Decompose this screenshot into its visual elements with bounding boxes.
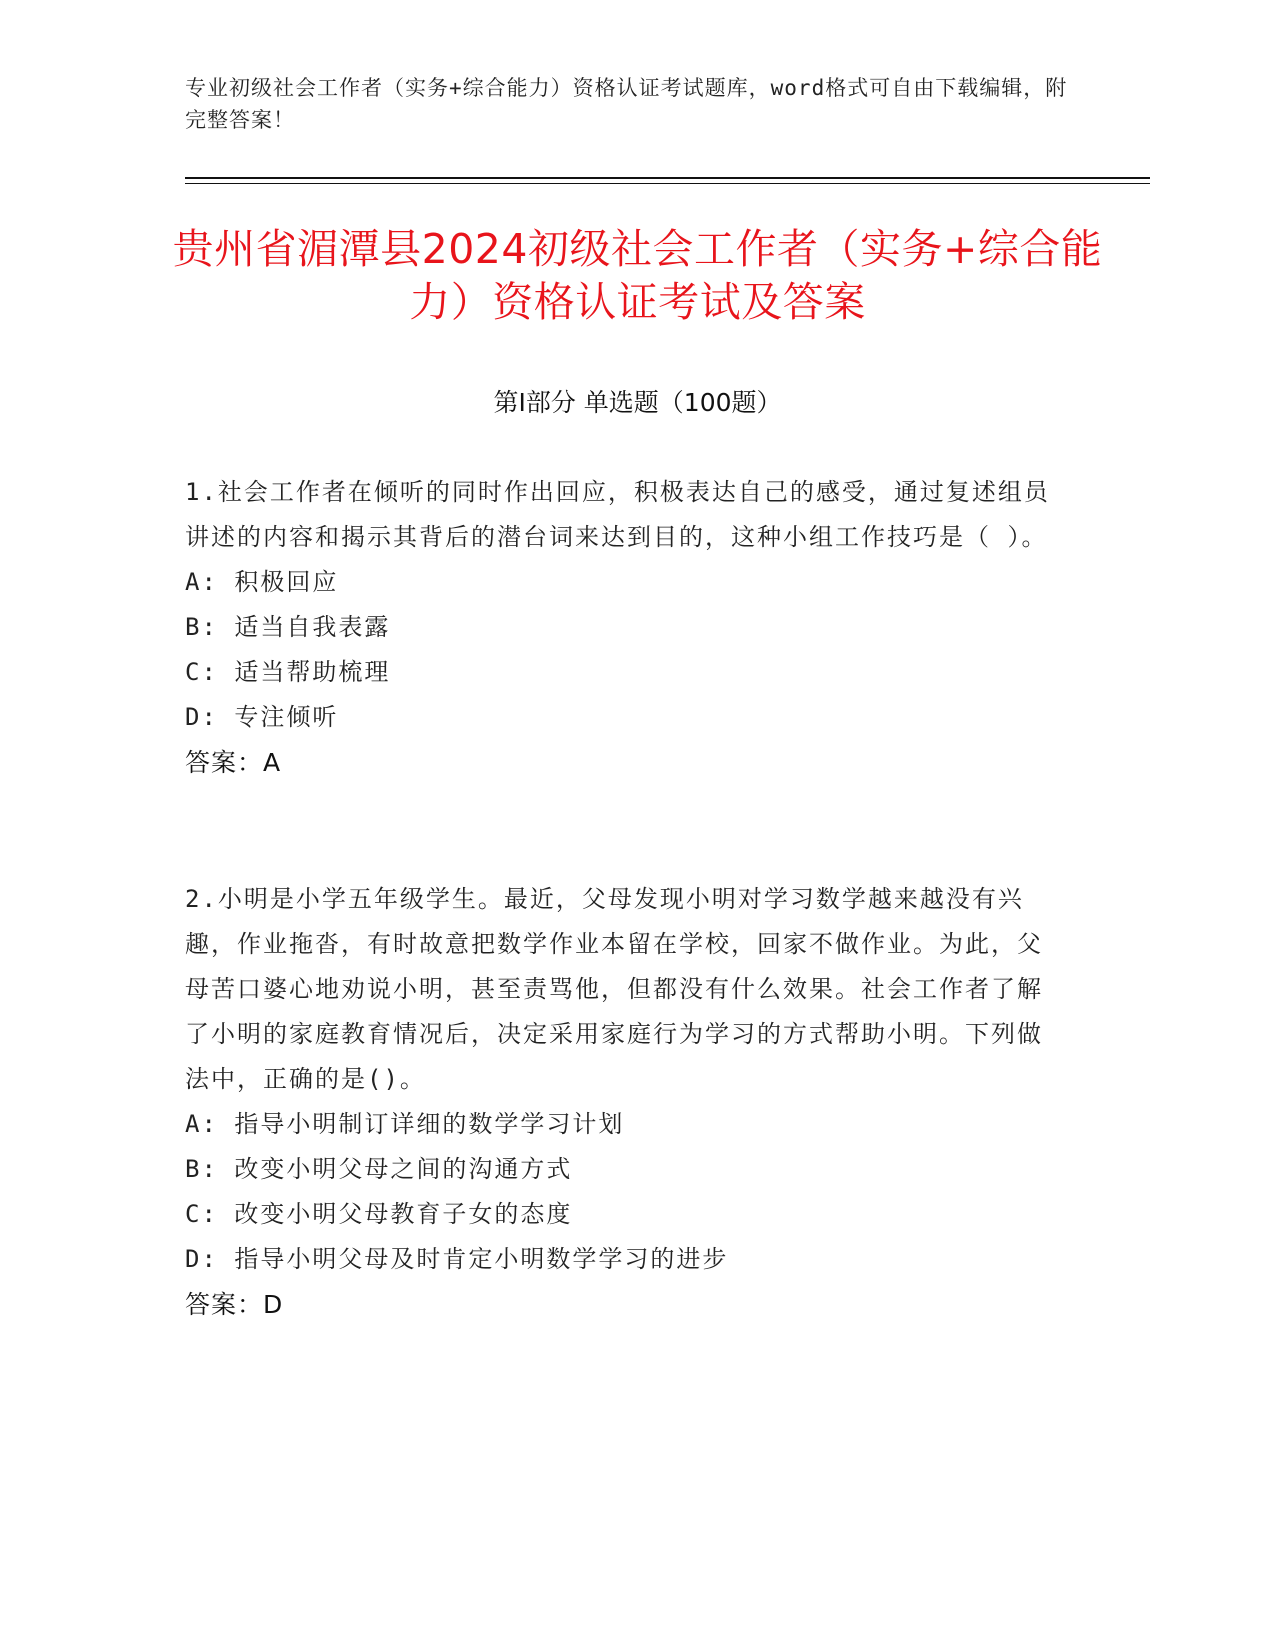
option-d: D: 专注倾听 xyxy=(185,703,339,731)
document-title: 贵州省湄潭县2024初级社会工作者（实务+综合能力）资格认证考试及答案 xyxy=(172,225,1103,326)
header-divider-thick xyxy=(185,177,1150,179)
option-c: C: 改变小明父母教育子女的态度 xyxy=(185,1200,573,1228)
option-b: B: 适当自我表露 xyxy=(185,613,391,641)
question-1 xyxy=(185,470,1065,785)
answer: 答案：A xyxy=(185,748,282,777)
option-a: A: 积极回应 xyxy=(185,568,339,596)
question-stem: 2.小明是小学五年级学生。最近，父母发现小明对学习数学越来越没有兴趣，作业拖沓，有时故意把数学作业本留在学校，回家不做作业。为此，父母苦口婆心地劝说小明，甚至责骂他，但都没有什么效果。社会工作者了解了小明的家庭教育情况后，决定采用家庭行为学习的方式帮助小明。下列做法中，正确的是()。 xyxy=(185,885,1043,1093)
header-divider-thin xyxy=(185,183,1150,184)
question-2 xyxy=(185,877,1065,1327)
answer: 答案：D xyxy=(185,1290,284,1319)
question-stem: 1.社会工作者在倾听的同时作出回应，积极表达自己的感受，通过复述组员讲述的内容和揭示其背后的潜台词来达到目的，这种小组工作技巧是（ ）。 xyxy=(185,478,1050,551)
option-c: C: 适当帮助梳理 xyxy=(185,658,391,686)
section-heading: 第Ⅰ部分 单选题（100题） xyxy=(493,388,782,417)
header-note: 专业初级社会工作者（实务+综合能力）资格认证考试题库，word格式可自由下载编辑，附完整答案！ xyxy=(185,76,1068,132)
option-b: B: 改变小明父母之间的沟通方式 xyxy=(185,1155,573,1183)
option-d: D: 指导小明父母及时肯定小明数学学习的进步 xyxy=(185,1245,729,1273)
option-a: A: 指导小明制订详细的数学学习计划 xyxy=(185,1110,625,1138)
